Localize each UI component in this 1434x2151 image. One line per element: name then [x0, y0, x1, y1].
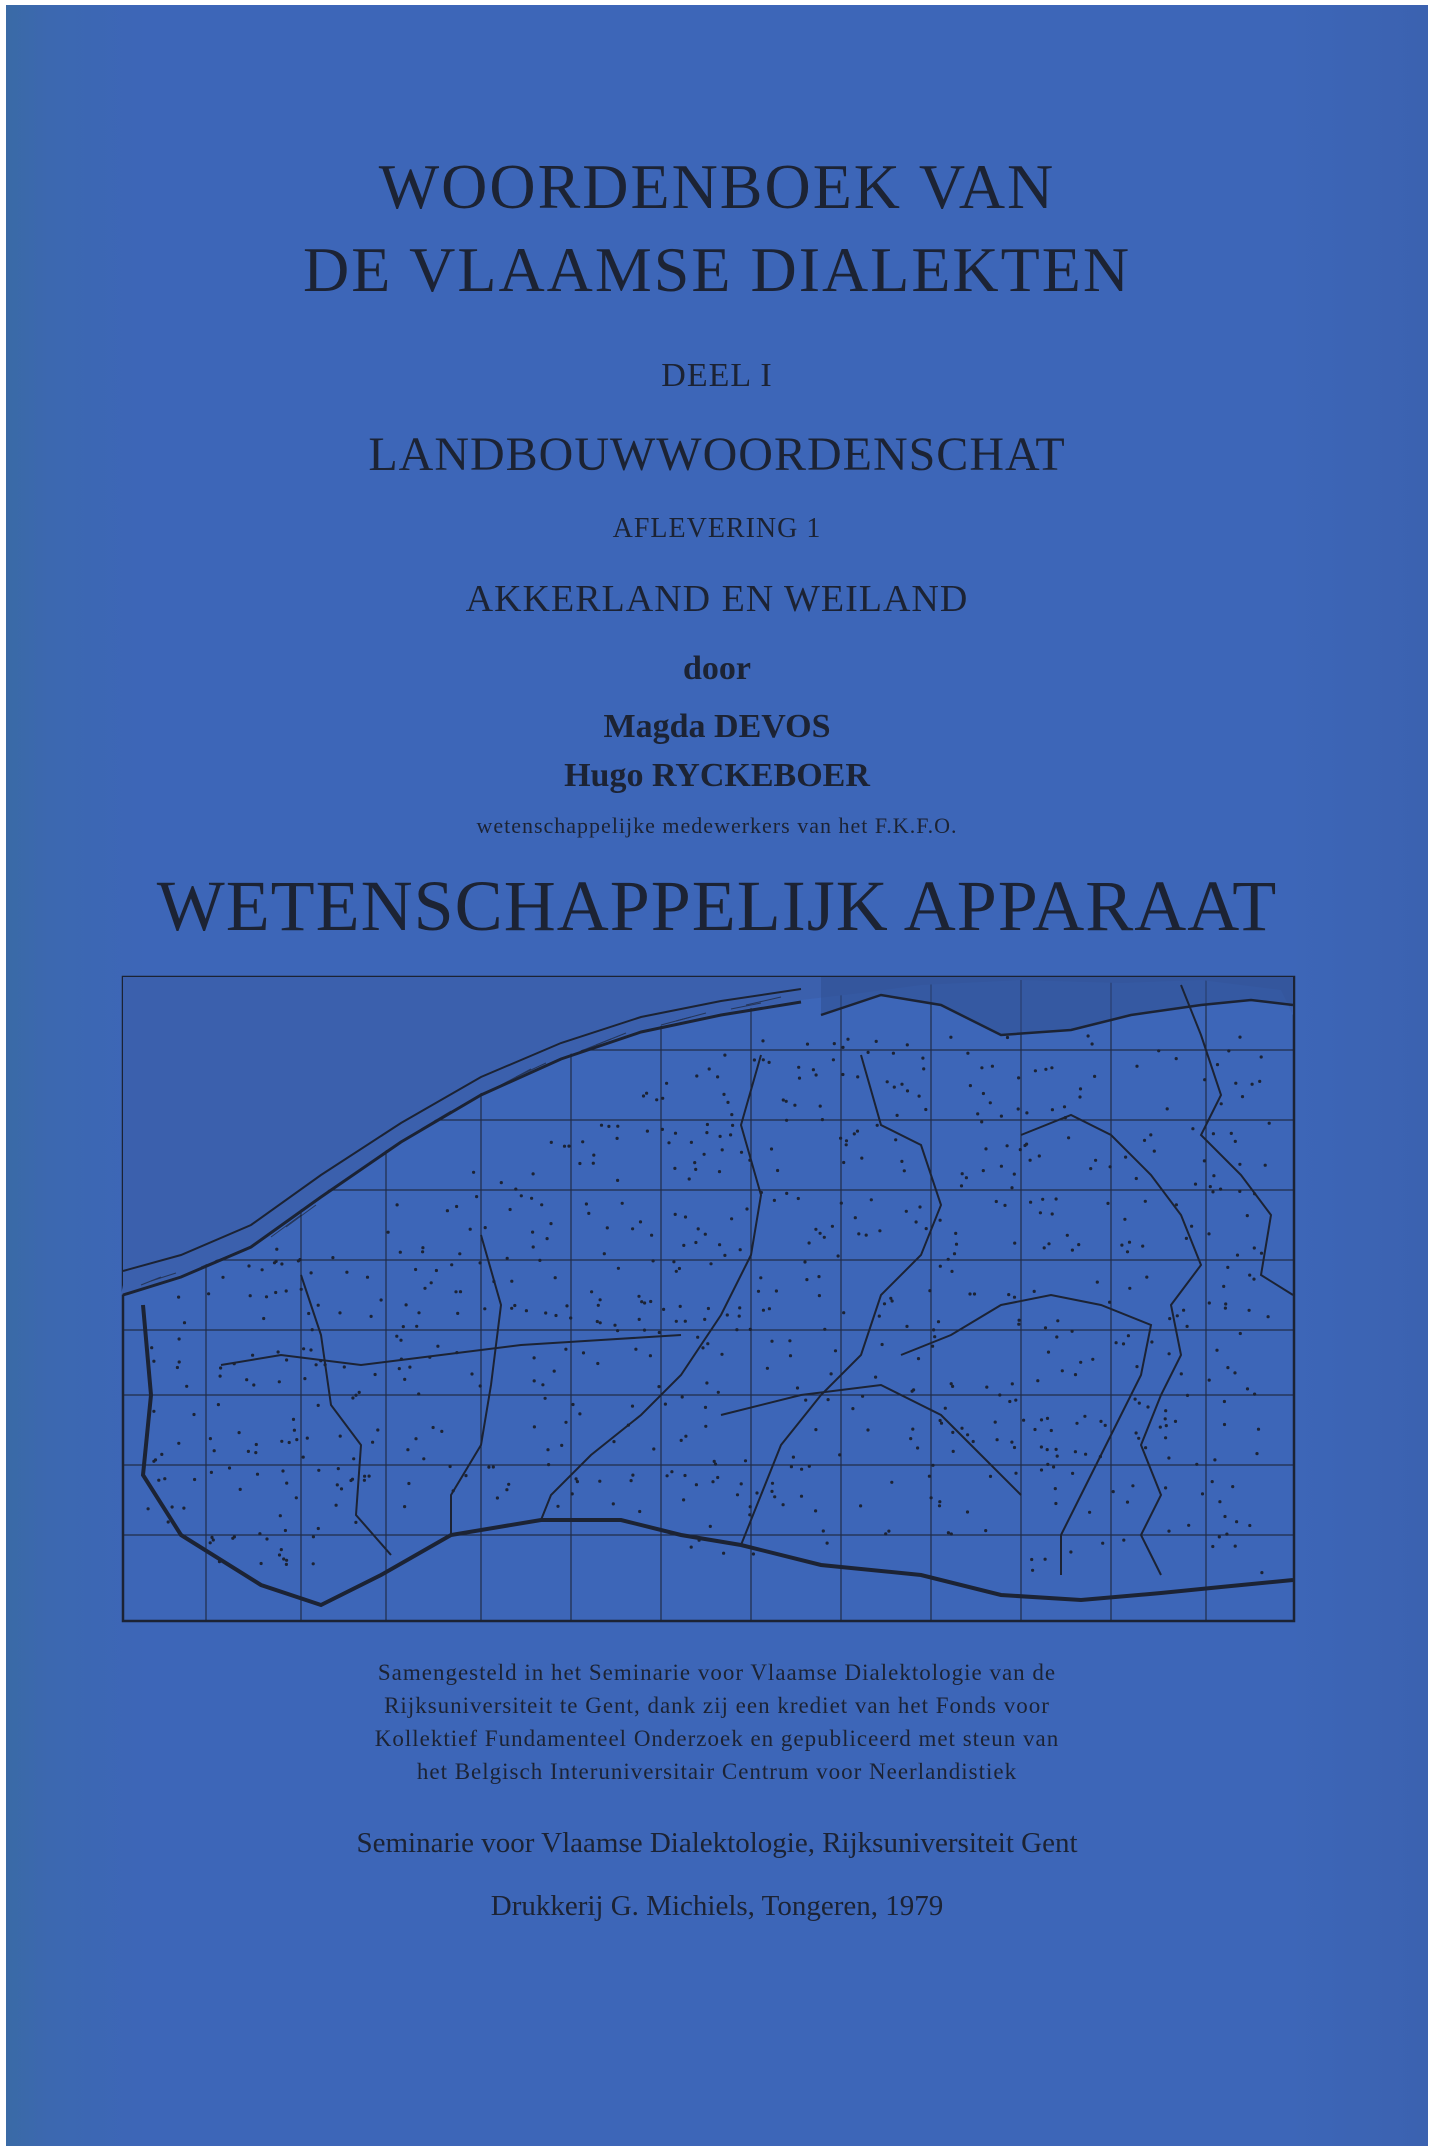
installment-title: AKKERLAND EN WEILAND	[465, 578, 969, 620]
by-label: door	[683, 650, 751, 687]
authors-role: wetenschappelijke medewerkers van het F.K.F.O.	[476, 813, 958, 838]
title-line-2: DE VLAAMSE DIALEKTEN	[302, 234, 1132, 305]
installment-label: AFLEVERING 1	[612, 513, 822, 544]
title-line-1: WOORDENBOEK VAN	[378, 151, 1056, 222]
credits-line-4: het Belgisch Interuniversitair Centrum voor Neerlandistiek	[416, 1759, 1018, 1784]
book-cover	[6, 5, 1428, 2146]
subject-title: LANDBOUWWOORDENSCHAT	[368, 428, 1066, 481]
author-2: Hugo RYCKEBOER	[564, 757, 870, 794]
credits-line-3: Kollektief Fundamenteel Onderzoek en gepubliceerd met steun van	[374, 1726, 1060, 1751]
publisher-line: Seminarie voor Vlaamse Dialektologie, Rijksuniversiteit Gent	[356, 1827, 1078, 1859]
credits-line-1: Samengesteld in het Seminarie voor Vlaamse Dialektologie van de	[377, 1660, 1057, 1685]
part-label: DEEL I	[661, 357, 773, 394]
main-heading: WETENSCHAPPELIJK APPARAAT	[156, 866, 1278, 946]
flanders-dialect-map-icon	[121, 975, 1296, 1623]
credits-line-2: Rijksuniversiteit te Gent, dank zij een krediet van het Fonds voor	[384, 1693, 1050, 1718]
author-1: Magda DEVOS	[603, 708, 831, 745]
printer-line: Drukkerij G. Michiels, Tongeren, 1979	[490, 1890, 944, 1922]
